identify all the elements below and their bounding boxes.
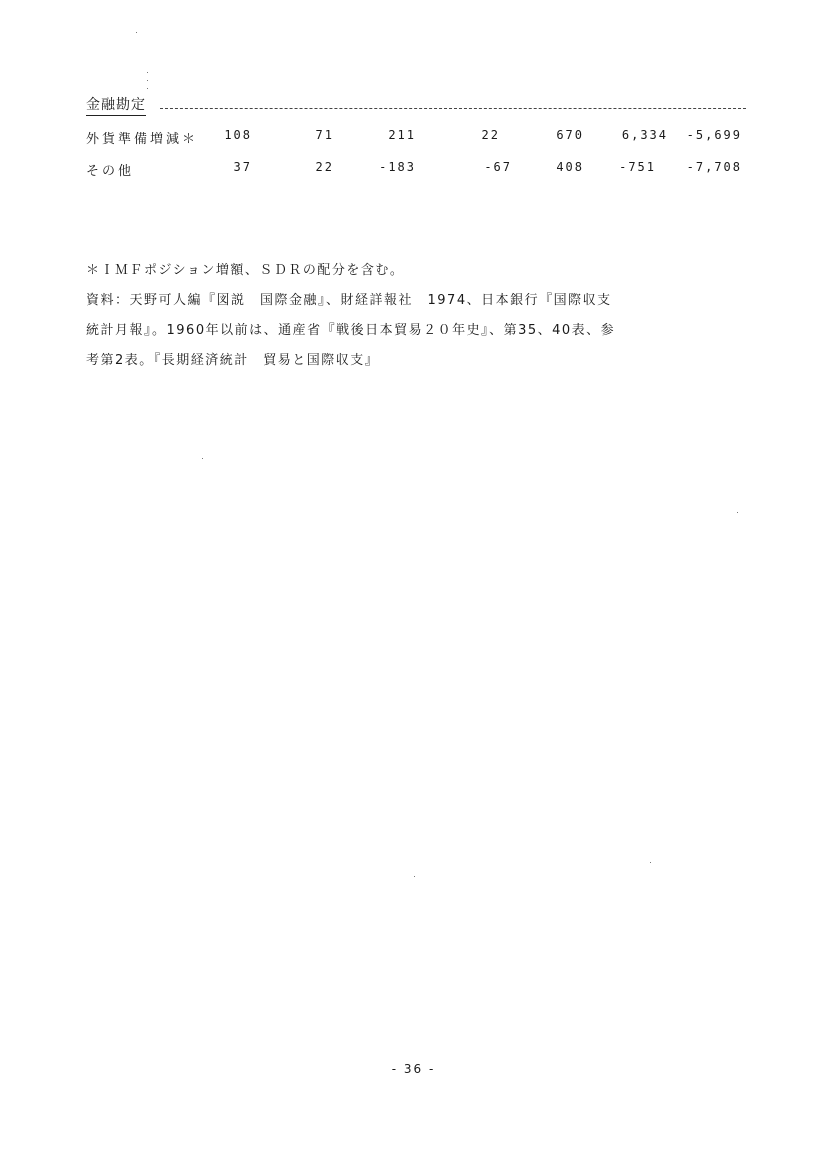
- scan-speck: [414, 876, 415, 877]
- scan-speck: [737, 512, 738, 513]
- scan-speck: [147, 80, 148, 81]
- dashed-separator: [160, 108, 746, 109]
- table-cell: -183: [379, 160, 416, 174]
- table-cell: -5,699: [686, 128, 742, 142]
- table-row: [0, 160, 827, 178]
- scan-speck: [147, 72, 148, 73]
- scan-speck: [136, 32, 137, 33]
- source-note-line: 資料：天野可人編『図説 国際金融』、財経詳報社 1974、日本銀行『国際収支: [86, 293, 612, 308]
- footnote-asterisk: ＊ＩＭＦポジション増額、ＳＤＲの配分を含む。: [86, 263, 405, 278]
- table-cell: 22: [315, 160, 334, 174]
- scan-speck: [202, 458, 203, 459]
- table-cell: 37: [233, 160, 252, 174]
- source-note-line: 統計月報』。1960年以前は、通産省『戦後日本貿易２０年史』、第35、40表、参: [86, 323, 616, 338]
- table-cell: -7,708: [686, 160, 742, 174]
- table-cell: -67: [484, 160, 512, 174]
- row-label: その他: [86, 164, 135, 179]
- scan-speck: [650, 862, 651, 863]
- table-cell: -751: [619, 160, 656, 174]
- source-note-line: 考第2表。『長期経済統計 貿易と国際収支』: [86, 353, 380, 368]
- table-row: [0, 128, 827, 146]
- table-cell: 670: [556, 128, 584, 142]
- table-cell: 211: [388, 128, 416, 142]
- table-cell: 71: [315, 128, 334, 142]
- page-number: - 36 -: [391, 1062, 436, 1076]
- footnotes: [86, 256, 756, 376]
- table-cell: 408: [556, 160, 584, 174]
- table-cell: 22: [481, 128, 500, 142]
- table-cell: 6,334: [621, 128, 668, 142]
- section-title: 金融勘定: [86, 94, 146, 116]
- row-label: 外貨準備増減＊: [86, 132, 199, 147]
- table-cell: 108: [224, 128, 252, 142]
- scan-speck: [147, 88, 148, 89]
